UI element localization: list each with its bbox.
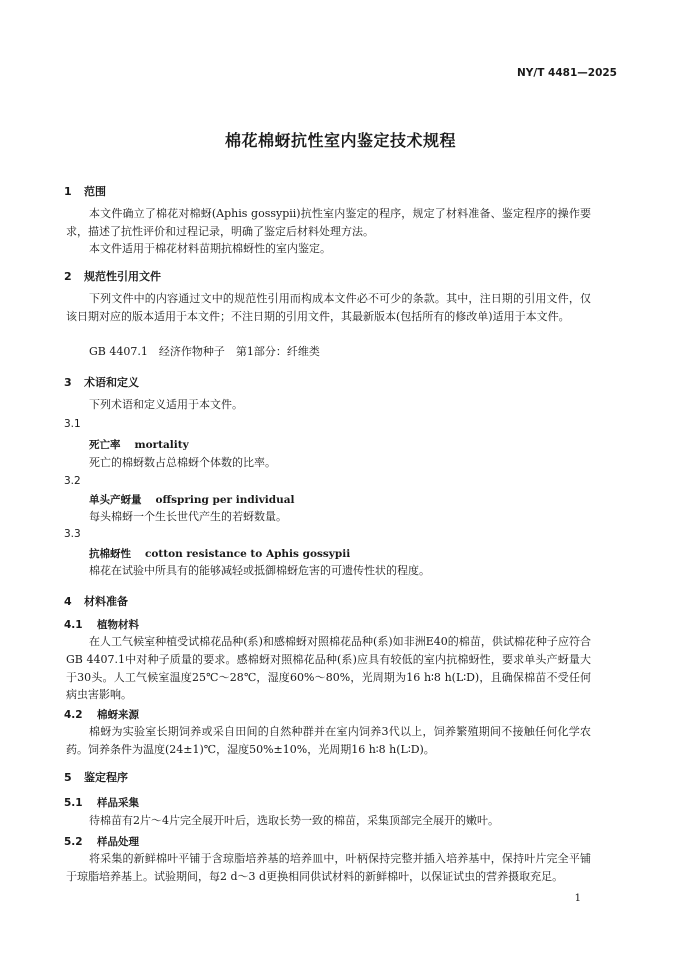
document-code: NY/T 4481—2025	[517, 67, 617, 79]
subsection-number: 4.2	[64, 709, 83, 721]
section-1-heading	[64, 183, 106, 199]
section-3-intro: 下列术语和定义适用于本文件。	[89, 398, 243, 411]
subsection-5-2-paragraph: 将采集的新鲜棉叶平铺于含琼脂培养基的培养皿中，叶柄保持完整并插入培养基中，保持叶片完全平铺于琼脂培养基上。试验期间，每2 d～3 d更换相同供试材料的新鲜棉叶，以保证试虫的营养摄取充足。	[66, 852, 591, 883]
section-1-paragraph-2: 本文件适用于棉花材料苗期抗棉蚜性的室内鉴定。	[89, 242, 331, 255]
section-number: 3	[64, 376, 72, 389]
section-title: 鉴定程序	[84, 771, 128, 784]
term-heading	[89, 546, 350, 561]
section-5-heading	[64, 769, 128, 785]
subsection-number: 4.1	[64, 619, 83, 631]
section-number: 2	[64, 270, 72, 283]
subsection-5-2-heading	[64, 834, 139, 849]
subsection-5-1-paragraph: 待棉苗有2片～4片完全展开叶后，选取长势一致的棉苗，采集顶部完全展开的嫩叶。	[89, 814, 499, 827]
subsection-5-1-heading	[64, 795, 139, 810]
term-chinese: 单头产蚜量	[89, 494, 142, 506]
subsection-4-1-heading	[64, 617, 139, 632]
term-english: cotton resistance to Aphis gossypii	[145, 548, 351, 560]
section-title: 术语和定义	[84, 376, 139, 389]
term-chinese: 死亡率	[89, 439, 121, 451]
page-number: 1	[574, 893, 581, 904]
section-4-heading	[64, 593, 128, 609]
term-number: 3.3	[64, 528, 81, 540]
term-chinese: 抗棉蚜性	[89, 548, 131, 560]
term-english: offspring per individual	[155, 494, 295, 506]
subsection-title: 样品采集	[97, 797, 139, 809]
section-title: 规范性引用文件	[84, 270, 161, 283]
section-number: 4	[64, 595, 72, 608]
term-number: 3.2	[64, 475, 81, 487]
section-number: 1	[64, 185, 72, 198]
subsection-4-2-heading	[64, 707, 139, 722]
section-3-heading	[64, 374, 139, 390]
section-2-paragraph-1: 下列文件中的内容通过文中的规范性引用而构成本文件必不可少的条款。其中，注日期的引用文件，仅该日期对应的版本适用于本文件；不注日期的引用文件，其最新版本(包括所有的修改单)适用于本文件。	[66, 292, 591, 323]
term-heading	[89, 437, 189, 452]
term-definition: 死亡的棉蚜数占总棉蚜个体数的比率。	[89, 456, 276, 469]
section-title: 材料准备	[84, 595, 128, 608]
term-definition: 每头棉蚜一个生长世代产生的若蚜数量。	[89, 510, 287, 523]
term-heading	[89, 492, 295, 507]
subsection-4-2-paragraph: 棉蚜为实验室长期饲养或采自田间的自然种群并在室内饲养3代以上，饲养繁殖期间不接触任何化学农药。饲养条件为温度(24±1)℃，湿度50%±10%，光周期16 h∶8 h(L∶D)。	[66, 725, 591, 756]
subsection-title: 样品处理	[97, 836, 139, 848]
subsection-title: 棉蚜来源	[97, 709, 139, 721]
page-title: 棉花棉蚜抗性室内鉴定技术规程	[224, 131, 456, 150]
term-definition: 棉花在试验中所具有的能够减轻或抵御棉蚜危害的可遗传性状的程度。	[89, 564, 430, 577]
term-number: 3.1	[64, 418, 81, 430]
subsection-4-1-paragraph: 在人工气候室种植受试棉花品种(系)和感棉蚜对照棉花品种(系)如非洲E40的棉苗，供试棉花种子应符合GB 4407.1中对种子质量的要求。感棉蚜对照棉花品种(系)应具有较低的室内抗棉蚜性，要求单头产蚜量大于30头。人工气候室温度25℃～28℃，湿度60%～80%，光周期为16 h∶8 h(L∶D)，且确保棉苗不受任何病虫害影响。	[66, 635, 591, 702]
subsection-number: 5.2	[64, 836, 83, 848]
subsection-number: 5.1	[64, 797, 83, 809]
section-2-reference: GB 4407.1 经济作物种子 第1部分：纤维类	[89, 345, 320, 358]
subsection-title: 植物材料	[97, 619, 139, 631]
section-number: 5	[64, 771, 72, 784]
section-title: 范围	[84, 185, 106, 198]
section-2-heading	[64, 268, 161, 284]
term-english: mortality	[134, 439, 189, 451]
section-1-paragraph-1: 本文件确立了棉花对棉蚜(Aphis gossypii)抗性室内鉴定的程序，规定了材料准备、鉴定程序的操作要求，描述了抗性评价和过程记录，明确了鉴定后材料处理方法。	[66, 207, 591, 238]
